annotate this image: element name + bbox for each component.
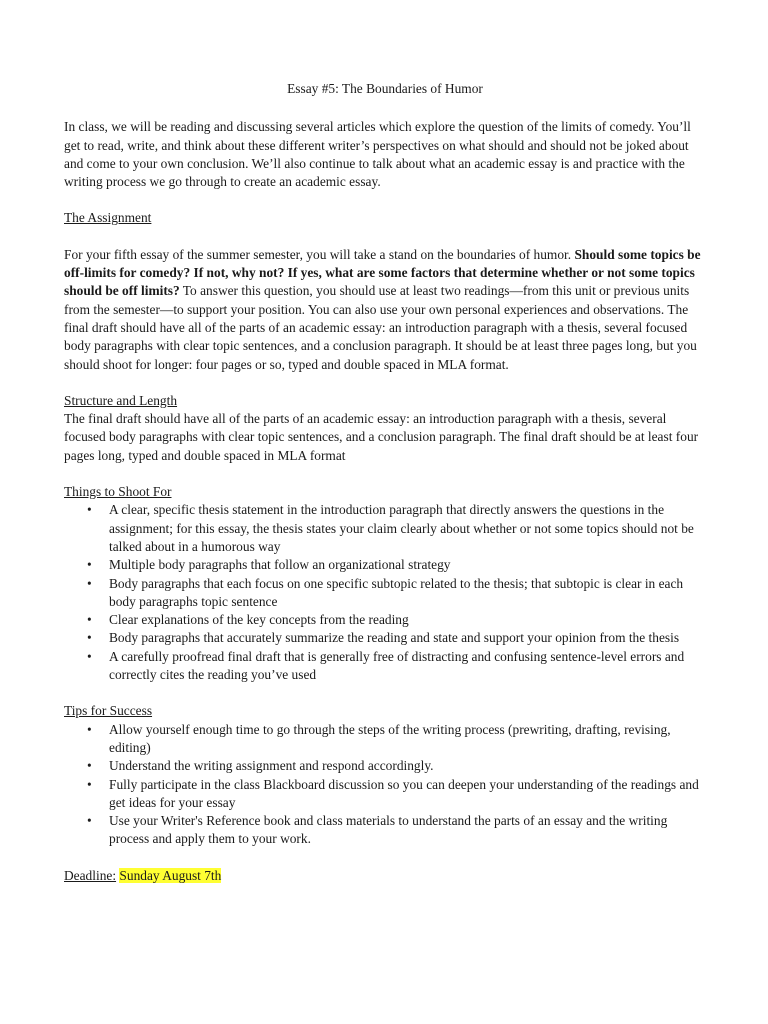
list-item: • Body paragraphs that each focus on one specific subtopic related to the thesis; that subtopic is clear in each body paragraphs topic sentence (87, 575, 684, 609)
bullet-icon: • (87, 557, 92, 573)
structure-paragraph: The final draft should have all of the parts of an academic essay: an introduction paragraph with a thesis, several focused body paragraphs with clear topic sentences, and a conclusion paragraph. The final draft should be at least four pages long, typed and double spaced in MLA format (64, 411, 699, 463)
shoot-for-heading: Things to Shoot For (64, 484, 172, 500)
bullet-icon: • (87, 813, 92, 829)
assignment-paragraph (64, 246, 706, 374)
bullet-icon: • (87, 612, 92, 628)
bullet-icon: • (87, 648, 92, 664)
structure-heading-block (64, 392, 706, 410)
tips-heading: Tips for Success (64, 703, 153, 719)
list-item: • Multiple body paragraphs that follow an organizational strategy (64, 556, 706, 574)
bullet-icon: • (87, 630, 92, 646)
list-item: • A carefully proofread final draft that is generally free of distracting and confusing sentence-level errors and correctly cites the reading you’ve used (87, 648, 685, 683)
document-page (64, 80, 706, 885)
list-item: • Understand the writing assignment and respond accordingly. (64, 757, 706, 775)
assignment-bold-question: Should some topics be off-limits for comedy? If not, why not? If yes, what are some factors that determine whether or not some topics should be off limits? (64, 246, 701, 299)
bullet-icon: • (87, 502, 92, 518)
bullet-icon: • (87, 776, 92, 792)
assignment-heading: The Assignment (64, 210, 152, 226)
shoot-for-list (64, 501, 706, 684)
bullet-icon: • (87, 758, 92, 774)
assignment-text-before: For your fifth essay of the summer semester, you will take a stand on the boundaries of humor. (64, 246, 575, 262)
document-title: Essay #5: The Boundaries of Humor (287, 81, 483, 96)
list-item: • Body paragraphs that accurately summarize the reading and state and support your opinion from the thesis (64, 629, 706, 647)
deadline-label: Deadline: (64, 867, 117, 883)
list-item: • Clear explanations of the key concepts from the reading (64, 611, 706, 629)
deadline-line (64, 867, 706, 885)
structure-heading: Structure and Length (64, 392, 178, 408)
assignment-heading-block (64, 209, 706, 227)
tips-heading-block (64, 702, 706, 720)
intro-paragraph: In class, we will be reading and discussing several articles which explore the question of the limits of comedy. You’ll get to read, write, and think about these different writer’s perspectives on what should and should not be joked about and come to your own conclusion. We’ll also continue to talk about what an academic essay is and practice with the writing process we go through to create an academic essay. (64, 119, 691, 190)
assignment-text-after: To answer this question, you should use at least two readings—from this unit or previous units from the semester—to support your position. You can also use your own personal experiences and observations. The final draft should have all of the parts of an academic essay: an introduction paragraph with a thesis, several focused body paragraphs with clear topic sentences, and a conclusion paragraph. It should be at least three pages long, but you should shoot for longer: four pages or so, typed and double spaced in MLA format. (64, 283, 697, 372)
bullet-icon: • (87, 575, 92, 591)
bullet-icon: • (87, 721, 92, 737)
list-item: • A clear, specific thesis statement in the introduction paragraph that directly answers the questions in the assignment; for this essay, the thesis states your claim clearly about whether or not some topics should not be talked about in a humorous way (87, 502, 694, 554)
tips-list (64, 721, 706, 849)
shoot-for-heading-block (64, 483, 706, 501)
list-item: • Allow yourself enough time to go through the steps of the writing process (prewriting, drafting, revising, editing) (87, 721, 671, 755)
list-item: • Use your Writer's Reference book and class materials to understand the parts of an essay and the writing process and apply them to your work. (87, 813, 668, 847)
list-item: • Fully participate in the class Blackboard discussion so you can deepen your understanding of the readings and get ideas for your essay (87, 776, 699, 810)
deadline-value: Sunday August 7th (119, 867, 222, 883)
